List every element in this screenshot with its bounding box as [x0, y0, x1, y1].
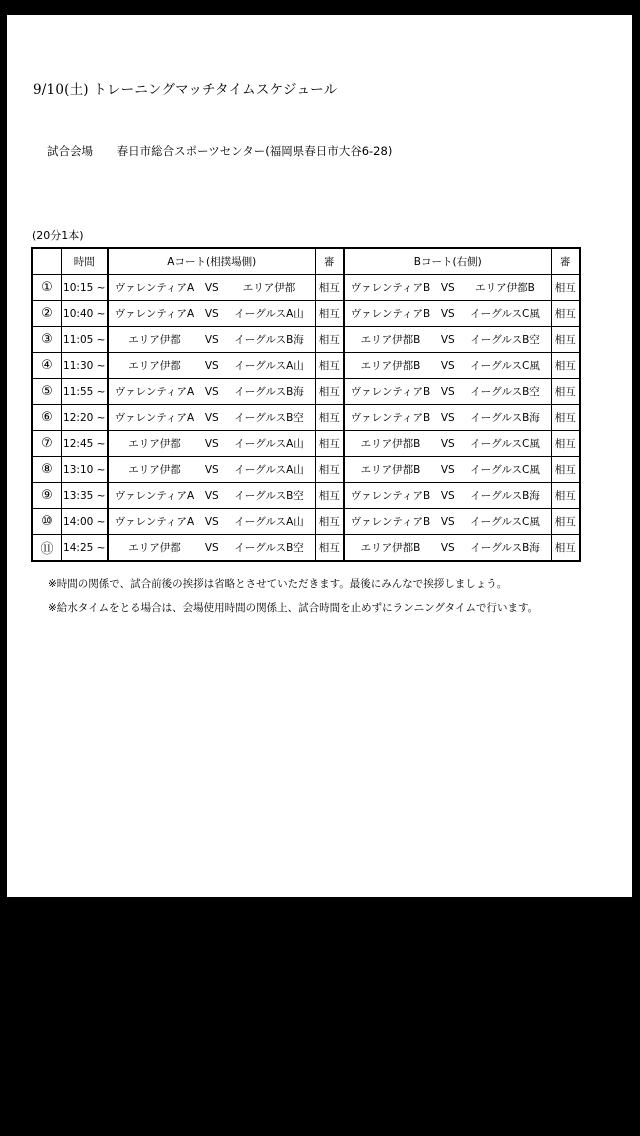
- row-number: ⑤: [32, 379, 62, 405]
- row-number: ⑧: [32, 457, 62, 483]
- court-a-match: [108, 483, 316, 509]
- court-b-match: [344, 535, 552, 562]
- court-a-referee: 相互: [316, 457, 344, 483]
- table-row: [32, 275, 580, 301]
- page-title: 9/10(土) トレーニングマッチタイムスケジュール: [33, 82, 338, 98]
- court-b-referee: 相互: [552, 483, 580, 509]
- court-a-home-team: ヴァレンティアA: [114, 412, 195, 424]
- court-b-away-team: イーグルスC風: [470, 360, 540, 372]
- row-number: ①: [32, 275, 62, 301]
- court-a-referee: 相互: [316, 301, 344, 327]
- court-b-away-team: イーグルスB空: [470, 334, 540, 346]
- venue-label: 試合会場: [47, 144, 93, 158]
- court-b-referee: 相互: [552, 301, 580, 327]
- court-a-home-team: エリア伊都: [128, 464, 181, 476]
- court-b-home-team: エリア伊都B: [360, 334, 421, 346]
- court-b-match: [344, 301, 552, 327]
- court-a-match: [108, 457, 316, 483]
- court-b-match: [344, 327, 552, 353]
- table-row: [32, 379, 580, 405]
- court-b-referee: 相互: [552, 457, 580, 483]
- court-a-home-team: ヴァレンティアA: [114, 308, 195, 320]
- court-a-away-team: イーグルスB空: [234, 490, 304, 502]
- court-b-referee: 相互: [552, 327, 580, 353]
- court-b-away-team: イーグルスC風: [470, 308, 540, 320]
- row-time: 10:40 ~: [62, 301, 108, 327]
- court-b-match: [344, 379, 552, 405]
- row-time: 12:20 ~: [62, 405, 108, 431]
- court-a-away-team: イーグルスB空: [234, 412, 304, 424]
- venue-name: 春日市総合スポーツセンター(福岡県春日市大谷6-28): [116, 144, 393, 158]
- court-a-home-team: ヴァレンティアA: [114, 516, 195, 528]
- court-a-away-team: イーグルスB海: [234, 334, 304, 346]
- court-a-home-team: エリア伊都: [128, 438, 181, 450]
- court-a-home-team: エリア伊都: [128, 334, 181, 346]
- row-time: 10:15 ~: [62, 275, 108, 301]
- court-a-vs: VS: [204, 385, 219, 398]
- court-a-vs: VS: [204, 489, 219, 502]
- row-number: ⑦: [32, 431, 62, 457]
- court-b-home-team: ヴァレンティアB: [350, 516, 431, 528]
- court-b-away-team: イーグルスC風: [470, 438, 540, 450]
- court-a-match: [108, 327, 316, 353]
- table-row: [32, 301, 580, 327]
- court-b-vs: VS: [440, 385, 455, 398]
- court-b-vs: VS: [440, 437, 455, 450]
- court-b-vs: VS: [440, 359, 455, 372]
- table-row: [32, 405, 580, 431]
- table-header-row: [32, 248, 580, 275]
- court-a-match: [108, 535, 316, 562]
- court-a-away-team: イーグルスB空: [234, 542, 304, 554]
- court-b-vs: VS: [440, 489, 455, 502]
- court-b-home-team: ヴァレンティアB: [350, 282, 431, 294]
- court-a-away-team: イーグルスA山: [234, 438, 304, 450]
- header-court-a: Aコート(相撲場側): [108, 248, 316, 275]
- court-b-away-team: イーグルスC風: [470, 464, 540, 476]
- court-a-referee: 相互: [316, 405, 344, 431]
- court-b-match: [344, 405, 552, 431]
- court-b-referee: 相互: [552, 535, 580, 562]
- court-b-home-team: エリア伊都B: [360, 360, 421, 372]
- court-a-match: [108, 353, 316, 379]
- court-b-home-team: ヴァレンティアB: [350, 490, 431, 502]
- court-a-referee: 相互: [316, 509, 344, 535]
- court-a-referee: 相互: [316, 379, 344, 405]
- court-b-referee: 相互: [552, 275, 580, 301]
- court-a-vs: VS: [204, 515, 219, 528]
- court-a-referee: 相互: [316, 535, 344, 562]
- court-a-home-team: ヴァレンティアA: [114, 490, 195, 502]
- court-b-home-team: ヴァレンティアB: [350, 386, 431, 398]
- court-a-away-team: イーグルスB海: [234, 386, 304, 398]
- court-b-match: [344, 509, 552, 535]
- court-a-away-team: イーグルスA山: [234, 464, 304, 476]
- row-time: 13:35 ~: [62, 483, 108, 509]
- court-a-home-team: エリア伊都: [128, 542, 181, 554]
- court-a-match: [108, 301, 316, 327]
- court-a-referee: 相互: [316, 275, 344, 301]
- row-number: ⑥: [32, 405, 62, 431]
- court-a-match: [108, 405, 316, 431]
- row-number: ⑩: [32, 509, 62, 535]
- court-b-vs: VS: [440, 541, 455, 554]
- court-a-home-team: エリア伊都: [128, 360, 181, 372]
- court-a-match: [108, 509, 316, 535]
- court-b-away-team: イーグルスB空: [470, 386, 540, 398]
- court-b-referee: 相互: [552, 379, 580, 405]
- court-a-away-team: イーグルスA山: [234, 360, 304, 372]
- table-row: [32, 483, 580, 509]
- court-a-vs: VS: [204, 281, 219, 294]
- court-a-vs: VS: [204, 541, 219, 554]
- court-b-away-team: エリア伊都B: [475, 282, 535, 294]
- match-duration: (20分1本): [32, 229, 84, 242]
- row-time: 12:45 ~: [62, 431, 108, 457]
- court-a-away-team: エリア伊都: [242, 282, 296, 294]
- court-b-home-team: エリア伊都B: [360, 438, 421, 450]
- row-number: ④: [32, 353, 62, 379]
- table-row: [32, 457, 580, 483]
- court-b-match: [344, 275, 552, 301]
- row-number: ⑨: [32, 483, 62, 509]
- court-b-home-team: ヴァレンティアB: [350, 412, 431, 424]
- court-a-referee: 相互: [316, 431, 344, 457]
- row-number: ②: [32, 301, 62, 327]
- court-a-vs: VS: [204, 359, 219, 372]
- header-no: [32, 248, 62, 275]
- court-b-match: [344, 431, 552, 457]
- header-court-b: Bコート(右側): [344, 248, 552, 275]
- header-ref-b: 審: [552, 248, 580, 275]
- court-a-vs: VS: [204, 333, 219, 346]
- court-b-away-team: イーグルスC風: [470, 516, 540, 528]
- court-a-home-team: ヴァレンティアA: [114, 282, 195, 294]
- court-a-match: [108, 275, 316, 301]
- court-a-vs: VS: [204, 437, 219, 450]
- header-time: 時間: [62, 248, 108, 275]
- court-b-referee: 相互: [552, 353, 580, 379]
- table-row: [32, 535, 580, 562]
- court-b-referee: 相互: [552, 405, 580, 431]
- court-a-referee: 相互: [316, 483, 344, 509]
- court-a-vs: VS: [204, 463, 219, 476]
- row-time: 11:55 ~: [62, 379, 108, 405]
- row-time: 11:30 ~: [62, 353, 108, 379]
- header-ref-a: 審: [316, 248, 344, 275]
- court-b-away-team: イーグルスB海: [470, 542, 540, 554]
- court-b-vs: VS: [440, 515, 455, 528]
- court-b-match: [344, 483, 552, 509]
- court-a-match: [108, 431, 316, 457]
- table-row: [32, 431, 580, 457]
- table-row: [32, 353, 580, 379]
- court-a-vs: VS: [204, 307, 219, 320]
- row-time: 14:00 ~: [62, 509, 108, 535]
- row-number: ③: [32, 327, 62, 353]
- schedule-table: [31, 247, 581, 562]
- court-b-referee: 相互: [552, 431, 580, 457]
- court-b-home-team: エリア伊都B: [360, 542, 421, 554]
- court-a-away-team: イーグルスA山: [234, 308, 304, 320]
- court-b-vs: VS: [440, 333, 455, 346]
- court-b-home-team: ヴァレンティアB: [350, 308, 431, 320]
- court-b-match: [344, 353, 552, 379]
- court-a-away-team: イーグルスA山: [234, 516, 304, 528]
- note-water-break: ※給水タイムをとる場合は、会場使用時間の関係上、試合時間を止めずにランニングタイムで行います。: [48, 602, 539, 614]
- row-time: 11:05 ~: [62, 327, 108, 353]
- row-number: ⑪: [32, 535, 62, 562]
- court-b-referee: 相互: [552, 509, 580, 535]
- court-b-away-team: イーグルスB海: [470, 490, 540, 502]
- court-b-vs: VS: [440, 463, 455, 476]
- court-a-vs: VS: [204, 411, 219, 424]
- court-b-vs: VS: [440, 281, 455, 294]
- row-time: 14:25 ~: [62, 535, 108, 562]
- note-greeting: ※時間の関係で、試合前後の挨拶は省略とさせていただきます。最後にみんなで挨拶しましょう。: [48, 578, 508, 590]
- row-time: 13:10 ~: [62, 457, 108, 483]
- court-a-referee: 相互: [316, 353, 344, 379]
- court-b-match: [344, 457, 552, 483]
- court-b-vs: VS: [440, 411, 455, 424]
- venue-line: [47, 143, 392, 159]
- court-a-referee: 相互: [316, 327, 344, 353]
- table-row: [32, 509, 580, 535]
- table-row: [32, 327, 580, 353]
- document-page: [7, 15, 632, 897]
- court-b-away-team: イーグルスB海: [470, 412, 540, 424]
- court-a-match: [108, 379, 316, 405]
- court-b-home-team: エリア伊都B: [360, 464, 421, 476]
- court-b-vs: VS: [440, 307, 455, 320]
- court-a-home-team: ヴァレンティアA: [114, 386, 195, 398]
